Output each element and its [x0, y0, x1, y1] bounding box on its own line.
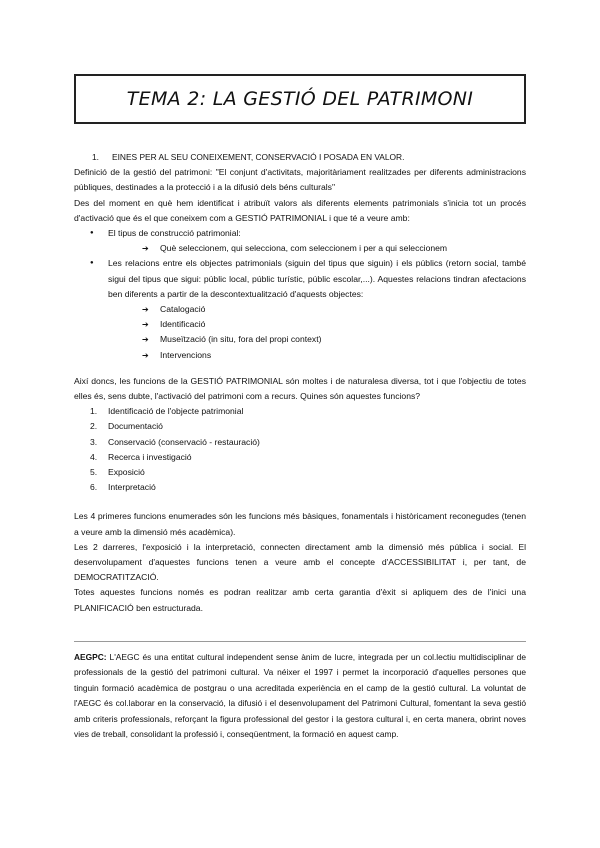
- arrow-item: ➔ Museïtzació (in situ, fora del propi context): [108, 332, 526, 347]
- section-number: 1.: [92, 152, 99, 162]
- arrow-list: [108, 241, 526, 256]
- bullet-text: El tipus de construcció patrimonial:: [108, 228, 241, 239]
- section-heading-text: EINES PER AL SEU CONEIXEMENT, CONSERVACIÓ I POSADA EN VALOR.: [112, 152, 405, 162]
- divider: [74, 641, 526, 642]
- arrow-list: [108, 302, 526, 363]
- bullet-item: [74, 226, 526, 256]
- functions-intro: Així doncs, les funcions de la GESTIÓ PATRIMONIAL són moltes i de naturalesa diversa, tot i que l'objectiu de totes elles és, sens dubte, l'activació del patrimoni com a recurs. Quines són aquestes funcions?: [74, 375, 526, 402]
- functions-list: [74, 404, 526, 495]
- definition-paragraph: Definició de la gestió del patrimoni: "El conjunt d'activitats, majoritàriament realitzades per diferents administracions públiques, destinades a la protecció i a la difusió dels béns culturals": [74, 167, 526, 193]
- function-item: 6. Interpretació: [90, 482, 156, 493]
- function-item: 5. Exposició: [90, 467, 145, 478]
- arrow-item: ➔ Intervencions: [108, 348, 526, 363]
- aegc-label: AEGPC:: [74, 652, 107, 662]
- page-title: TEMA 2: LA GESTIÓ DEL PATRIMONI: [126, 88, 474, 110]
- section-heading: [74, 150, 526, 165]
- function-item: 3. Conservació (conservació - restauració): [90, 436, 260, 447]
- bullet-item: [74, 256, 526, 362]
- arrow-item: ➔ Identificació: [108, 317, 526, 332]
- intro-paragraph: Des del moment en què hem identificat i atribuït valors als diferents elements patrimonials s'inicia tot un procés d'activació que és el que coneixem com a GESTIÓ PATRIMONIAL i que té a veure amb:: [74, 197, 526, 223]
- title-box: [74, 74, 526, 124]
- paragraph-basic-functions: Les 4 primeres funcions enumerades són les funcions més bàsiques, fonamentals i històricament reconegudes (tenen a veure amb la dimensió més acadèmica).: [74, 511, 526, 537]
- arrow-item: ➔ Què seleccionem, qui selecciona, com seleccionem i per a qui seleccionem: [108, 241, 526, 256]
- function-item: 4. Recerca i investigació: [90, 451, 192, 462]
- main-content: [74, 150, 526, 616]
- paragraph-planning: Totes aquestes funcions només es podran realitzar amb certa garantia d'èxit si apliquem des de l'inici una PLANIFICACIÓ ben estructurada.: [74, 587, 526, 613]
- arrow-item: ➔ Catalogació: [108, 302, 526, 317]
- aegc-paragraph: [74, 650, 526, 742]
- paragraph-last-functions: Les 2 darreres, l'exposició i la interpretació, connecten directament amb la dimensió més pública i social. El desenvolupament d'aquestes funcions tenen a veure amb el concepte d'ACCESSIBILITAT i, per tant, de DEMOCRATITZACIÓ.: [74, 541, 526, 583]
- aegc-text: L'AEGC és una entitat cultural independent sense ànim de lucre, integrada per un col.lectiu multidisciplinar de professionals de la gestió del patrimoni cultural. Va néixer el 1997 i permet la incorporació d'aquelles persones que tinguin formació acadèmica de postgrau o una acreditada experiència en el camp de la gestió cultural. La voluntat de l'AEGC és col.laborar en la conservació, la difusió i el desenvolupament del Patrimoni Cultural, fomentant la seva gestió amb criteris professionals, reforçant la figura professional del gestor i la gestora cultural i, en certa manera, obrint noves vies de treball, consolidant la professió i, conseqüentment, la formació en aquest camp.: [74, 652, 526, 740]
- bullet-text: Les relacions entre els objectes patrimonials (siguin del tipus que siguin) i els públics (retorn social, també sigui del tipus que sigui: públic local, públic turístic, públic escolar,...). Aquestes relacions tindran afectacions ben diferents a partir de la descontextualització d'aquests objectes:: [108, 258, 526, 299]
- function-item: 1. Identificació de l'objecte patrimonial: [90, 406, 244, 417]
- function-item: 2. Documentació: [90, 421, 163, 432]
- bullet-list: [74, 226, 526, 363]
